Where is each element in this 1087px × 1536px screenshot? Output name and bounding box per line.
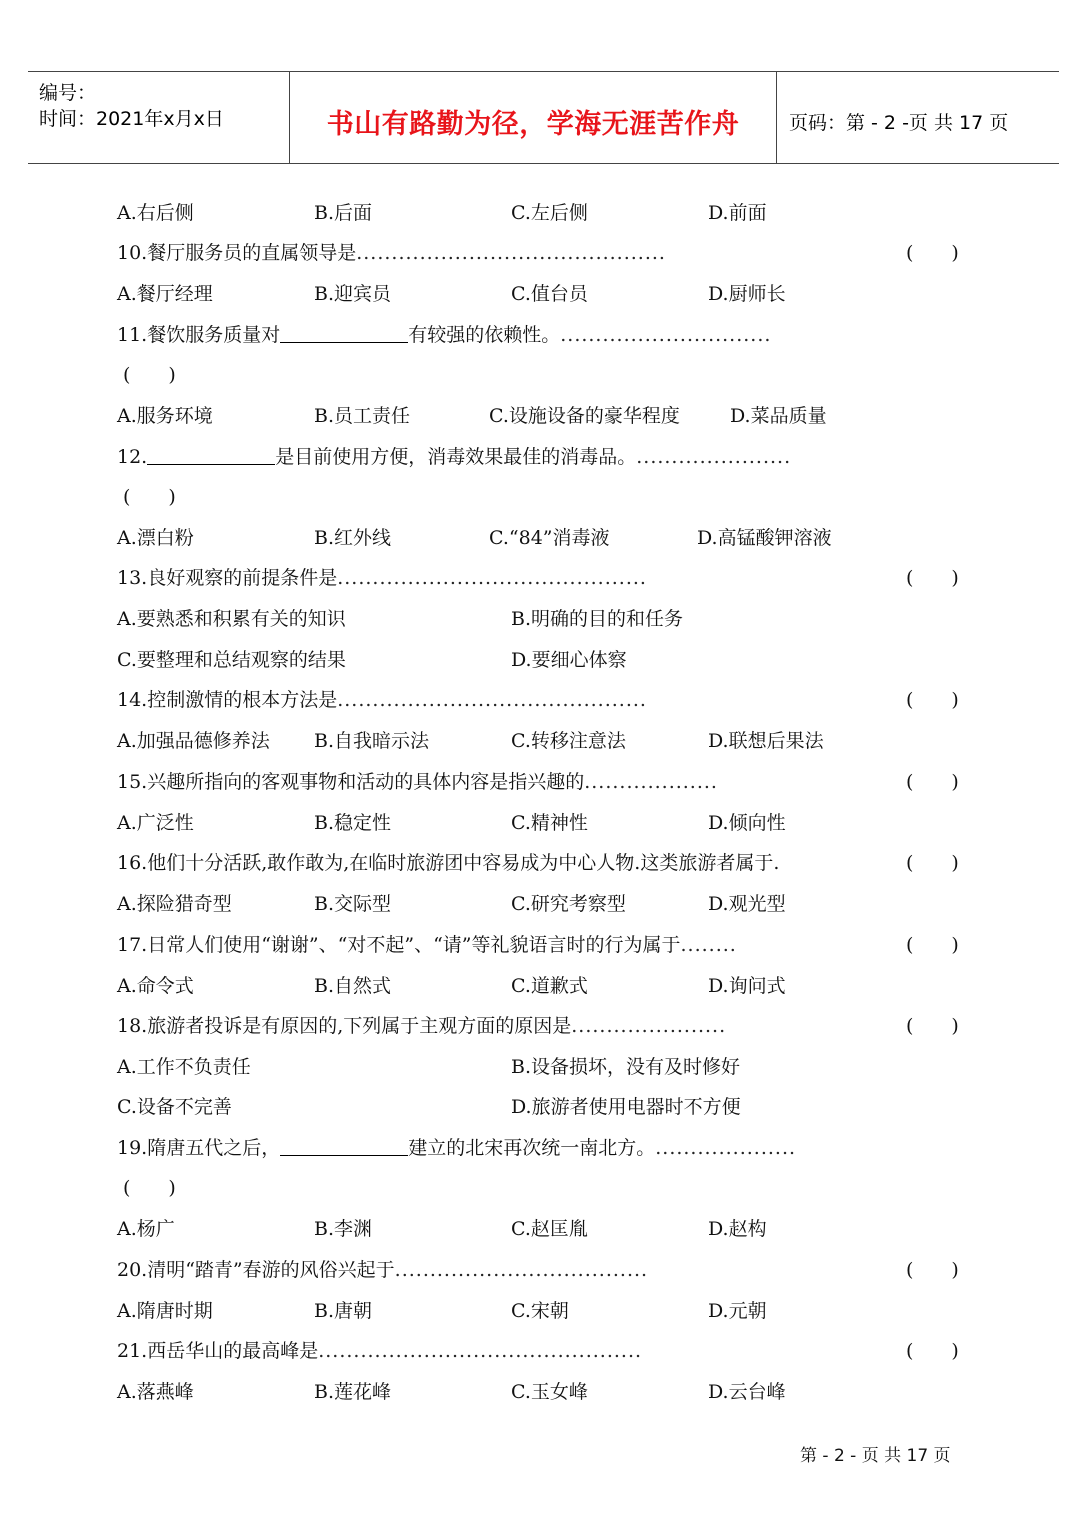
question-text-before: 12. (117, 446, 148, 468)
q11-option-c: C.设施设备的豪华程度 (489, 405, 680, 427)
question-15 (117, 767, 963, 797)
q21-option-b: B.莲花峰 (314, 1381, 392, 1403)
header-page-label: 页码：第 - 2 -页 共 17 页 (789, 112, 1009, 134)
q21-option-d: D.云台峰 (708, 1381, 786, 1403)
question-text: 14.控制激情的根本方法是 (117, 689, 338, 711)
answer-bracket: ( ) (906, 771, 959, 793)
q16-option-d: D.观光型 (708, 893, 786, 915)
q12-option-c: C.“84”消毒液 (489, 527, 610, 549)
question-17 (117, 930, 897, 960)
q10-option-c: C.值台员 (511, 283, 588, 305)
answer-bracket: ( ) (906, 1015, 959, 1037)
question-text: 15.兴趣所指向的客观事物和活动的具体内容是指兴趣的 (117, 771, 585, 793)
q20-option-c: C.宋朝 (511, 1300, 569, 1322)
time-label: 时间：2021年x月x日 (39, 108, 224, 130)
answer-bracket: ( ) (123, 364, 176, 386)
q19-option-b: B.李渊 (314, 1218, 373, 1240)
question-11 (117, 320, 963, 350)
question-19 (117, 1133, 963, 1163)
q14-option-b: B.自我暗示法 (314, 730, 430, 752)
q10-option-d: D.厨师长 (708, 283, 786, 305)
leader-dots: ............................................ (337, 689, 647, 711)
question-14 (117, 685, 963, 715)
q16-option-b: B.交际型 (314, 893, 392, 915)
q9-option-c: C.左后侧 (511, 202, 588, 224)
q13-option-b: B.明确的目的和任务 (511, 608, 684, 630)
q19-option-a: A.杨广 (117, 1218, 175, 1240)
q17-option-b: B.自然式 (314, 975, 392, 997)
q12-option-d: D.高锰酸钾溶液 (697, 527, 832, 549)
leader-dots: ............................................ (337, 567, 647, 589)
q16-option-a: A.探险猎奇型 (117, 893, 232, 915)
header-meta-cell (28, 72, 290, 163)
q11-option-a: A.服务环境 (117, 405, 213, 427)
q18-option-a: A.工作不负责任 (117, 1056, 251, 1078)
q12-option-a: A.漂白粉 (117, 527, 194, 549)
fill-blank (280, 322, 408, 343)
answer-bracket: ( ) (906, 1340, 959, 1362)
number-label: 编号： (39, 82, 97, 104)
q18-option-b: B.设备损坏，没有及时修好 (511, 1056, 741, 1078)
q17-option-c: C.道歉式 (511, 975, 588, 997)
q15-option-c: C.精神性 (511, 812, 588, 834)
fill-blank (147, 444, 275, 465)
q14-option-c: C.转移注意法 (511, 730, 626, 752)
question-12 (117, 442, 963, 472)
question-text: 20.清明“踏青”春游的风俗兴起于 (117, 1259, 395, 1281)
question-21 (117, 1336, 897, 1366)
q9-option-a: A.右后侧 (117, 202, 194, 224)
q14-option-d: D.联想后果法 (708, 730, 824, 752)
question-text: 10.餐厅服务员的直属领导是 (117, 242, 357, 264)
question-16 (117, 848, 897, 878)
document-header (28, 71, 1059, 164)
q20-option-a: A.隋唐时期 (117, 1300, 213, 1322)
q18-option-d: D.旅游者使用电器时不方便 (511, 1096, 741, 1118)
q10-option-b: B.迎宾员 (314, 283, 392, 305)
q11-option-b: B.员工责任 (314, 405, 411, 427)
q15-option-a: A.广泛性 (117, 812, 194, 834)
answer-bracket: ( ) (123, 1177, 176, 1199)
question-text: 17.日常人们使用“谢谢”、“对不起”、“请”等礼貌语言时的行为属于 (117, 934, 681, 956)
leader-dots: ........ (680, 934, 737, 956)
q21-option-a: A.落燕峰 (117, 1381, 194, 1403)
answer-bracket: ( ) (906, 1259, 959, 1281)
answer-bracket: ( ) (906, 934, 959, 956)
q13-option-c: C.要整理和总结观察的结果 (117, 649, 346, 671)
motto-text: 书山有路勤为径，学海无涯苦作舟 (326, 109, 740, 140)
q21-option-c: C.玉女峰 (511, 1381, 588, 1403)
q11-option-d: D.菜品质量 (730, 405, 827, 427)
question-text: 16.他们十分活跃,敢作敢为,在临时旅游团中容易成为中心人物.这类旅游者属于. (117, 852, 780, 874)
leader-dots: .................................... (394, 1259, 649, 1281)
leader-dots: .............................................. (318, 1340, 643, 1362)
q16-option-c: C.研究考察型 (511, 893, 626, 915)
q18-option-c: C.设备不完善 (117, 1096, 232, 1118)
q19-option-d: D.赵构 (708, 1218, 767, 1240)
question-text-after: 建立的北宋再次统一南北方。 (408, 1137, 656, 1159)
q10-option-a: A.餐厅经理 (117, 283, 213, 305)
question-text: 13.良好观察的前提条件是 (117, 567, 338, 589)
question-text-before: 11.餐饮服务质量对 (117, 324, 281, 346)
question-20 (117, 1255, 897, 1285)
footer-page-label: 第 - 2 - 页 共 17 页 (800, 1446, 951, 1466)
q15-option-b: B.稳定性 (314, 812, 392, 834)
question-text-after: 是目前使用方便，消毒效果最佳的消毒品。 (275, 446, 637, 468)
answer-bracket: ( ) (906, 852, 959, 874)
answer-bracket: ( ) (906, 689, 959, 711)
question-text-after: 有较强的依赖性。 (408, 324, 561, 346)
leader-dots: ............................................ (356, 242, 666, 264)
leader-dots: ...................... (571, 1015, 727, 1037)
leader-dots: .................... (655, 1137, 797, 1159)
q17-option-d: D.询问式 (708, 975, 786, 997)
q13-option-d: D.要细心体察 (511, 649, 627, 671)
q19-option-c: C.赵匡胤 (511, 1218, 588, 1240)
q20-option-d: D.元朝 (708, 1300, 767, 1322)
leader-dots: .............................. (560, 324, 772, 346)
question-13 (117, 563, 963, 593)
header-motto-cell (290, 72, 777, 163)
question-text: 18.旅游者投诉是有原因的,下列属于主观方面的原因是 (117, 1015, 572, 1037)
header-page-cell (777, 72, 1059, 163)
q17-option-a: A.命令式 (117, 975, 194, 997)
q14-option-a: A.加强品德修养法 (117, 730, 270, 752)
q13-option-a: A.要熟悉和积累有关的知识 (117, 608, 346, 630)
question-18 (117, 1011, 897, 1041)
answer-bracket: ( ) (906, 242, 959, 264)
answer-bracket: ( ) (906, 567, 959, 589)
question-10 (117, 238, 963, 268)
q12-option-b: B.红外线 (314, 527, 392, 549)
leader-dots: ...................... (636, 446, 792, 468)
q9-option-d: D.前面 (708, 202, 767, 224)
fill-blank (280, 1135, 408, 1156)
question-text: 21.西岳华山的最高峰是 (117, 1340, 319, 1362)
leader-dots: ................... (584, 771, 718, 793)
answer-bracket: ( ) (123, 486, 176, 508)
q15-option-d: D.倾向性 (708, 812, 786, 834)
question-text-before: 19.隋唐五代之后， (117, 1137, 281, 1159)
q9-option-b: B.后面 (314, 202, 373, 224)
q20-option-b: B.唐朝 (314, 1300, 373, 1322)
